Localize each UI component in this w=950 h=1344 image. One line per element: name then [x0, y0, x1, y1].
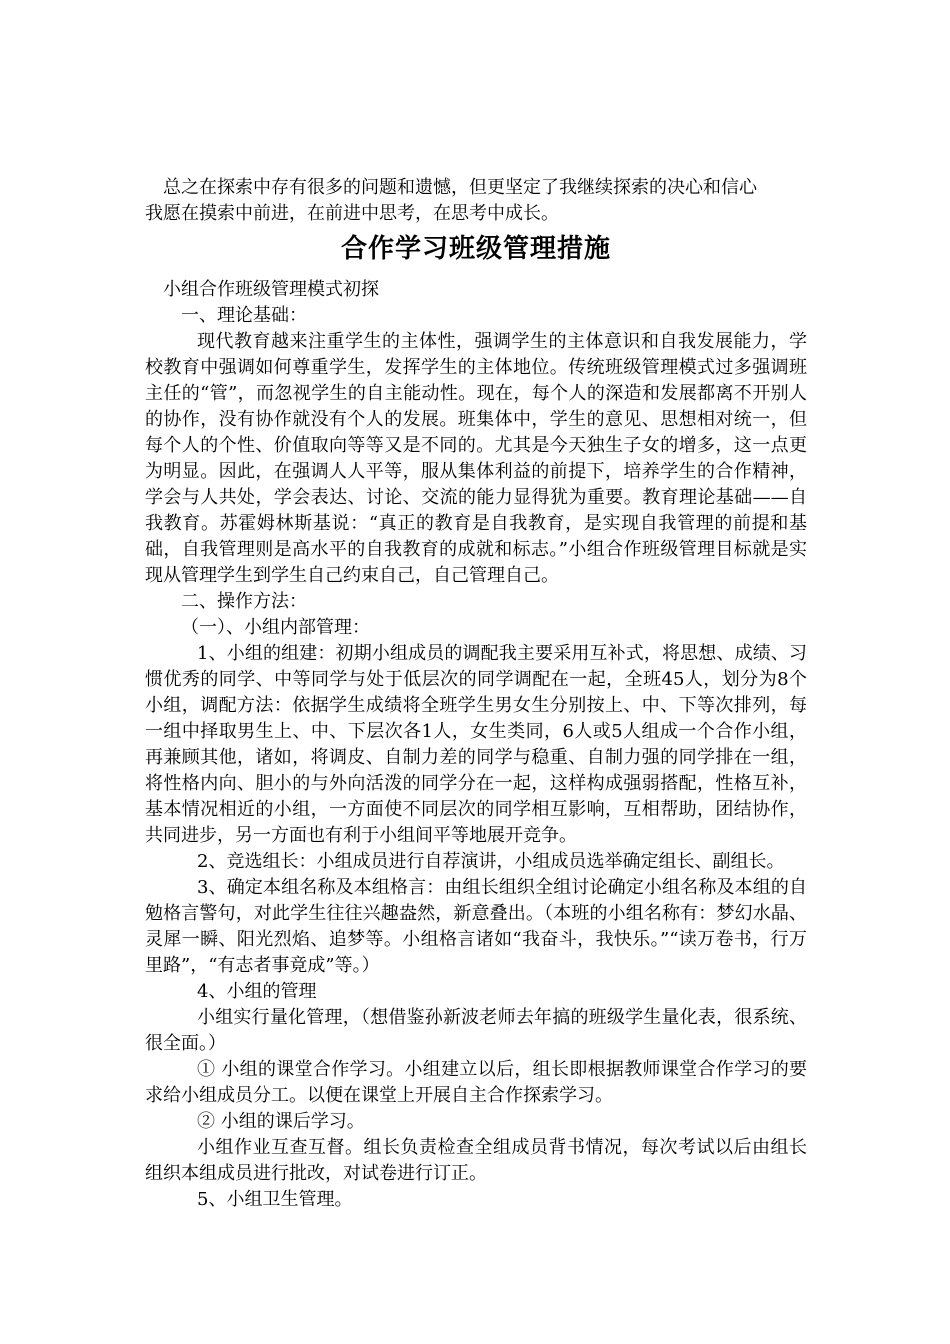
intro-line-1: 总之在探索中存有很多的问题和遗憾，但更坚定了我继续探索的决心和信心: [163, 177, 757, 198]
paragraph-homework-check: 小组作业互查互督。组长负责检查全组成员背书情况，每次考试以后由组长组织本组成员进行批改，对试卷进行订正。: [145, 1137, 807, 1184]
subtitle-paragraph: 小组合作班级管理模式初探: [163, 279, 379, 300]
document-body: [145, 277, 807, 1213]
paragraph-group-management-heading: 4、小组的管理: [197, 981, 317, 1002]
paragraph-quantified-management: 小组实行量化管理，（想借鉴孙新波老师去年搞的班级学生量化表，很系统、很全面。）: [145, 1007, 807, 1054]
paragraph-leader-election: 2、竞选组长：小组成员进行自荐演讲，小组成员选举确定组长、副组长。: [197, 851, 785, 872]
paragraph-theory: 现代教育越来注重学生的主体性，强调学生的主体意识和自我发展能力，学校教育中强调如何尊重学生，发挥学生的主体地位。传统班级管理模式过多强调班主任的“管”，而忽视学生的自主能动性。现在，每个人的深造和发展都离不开别人的协作，没有协作就没有个人的发展。班集体中，学生的意见、思想相对统一，但每个人的个性、价值取向等等又是不同的。尤其是今天独生子女的增多，这一点更为明显。因此，在强调人人平等，服从集体利益的前提下，培养学生的合作精神，学会与人共处，学会表达、讨论、交流的能力显得犹为重要。教育理论基础——自我教育。苏霍姆林斯基说：“真正的教育是自我教育，是实现自我管理的前提和基础，自我管理则是高水平的自我教育的成就和标志。”小组合作班级管理目标就是实现从管理学生到学生自己约束自己，自己管理自己。: [145, 331, 807, 586]
paragraph-classroom-cooperation: ① 小组的课堂合作学习。小组建立以后，组长即根据教师课堂合作学习的要求给小组成员分工。以便在课堂上开展自主合作探索学习。: [145, 1059, 807, 1106]
section-heading-method: 二、操作方法：: [181, 591, 307, 612]
intro-line-2: 我愿在摸索中前进，在前进中思考，在思考中成长。: [145, 203, 559, 224]
paragraph-after-class-heading: ② 小组的课后学习。: [197, 1111, 365, 1132]
paragraph-hygiene-heading: 5、小组卫生管理。: [197, 1189, 353, 1210]
paragraph-group-formation: 1、小组的组建：初期小组成员的调配我主要采用互补式，将思想、成绩、习惯优秀的同学、中等同学与处于低层次的同学调配在一起，全班45人，划分为8个小组，调配方法：依据学生成绩将全班学生男女生分别按上、中、下等次排列，每一组中择取男生上、中、下层次各1人，女生类同，6人或5人组成一个合作小组，再兼顾其他，诸如，将调皮、自制力差的同学与稳重、自制力强的同学排在一组，将性格内向、胆小的与外向活泼的同学分在一起，这样构成强弱搭配，性格互补，基本情况相近的小组，一方面使不同层次的同学相互影响，互相帮助，团结协作，共同进步，另一方面也有利于小组间平等地展开竞争。: [145, 643, 807, 846]
intro-paragraph: [145, 175, 807, 227]
page-title: 合作学习班级管理措施: [340, 234, 611, 264]
subsection-heading-internal: （一）、小组内部管理：: [181, 617, 370, 638]
paragraph-group-name: 3、确定本组名称及本组格言：由组长组织全组讨论确定小组名称及本组的自勉格言警句，对此学生往往兴趣盎然，新意叠出。（本班的小组名称有：梦幻水晶、灵犀一瞬、阳光烈焰、追梦等。小组格言诸如“我奋斗，我快乐。”“读万卷书，行万里路”，“有志者事竟成”等。）: [145, 877, 807, 976]
section-heading-theory: 一、理论基础：: [181, 305, 307, 326]
